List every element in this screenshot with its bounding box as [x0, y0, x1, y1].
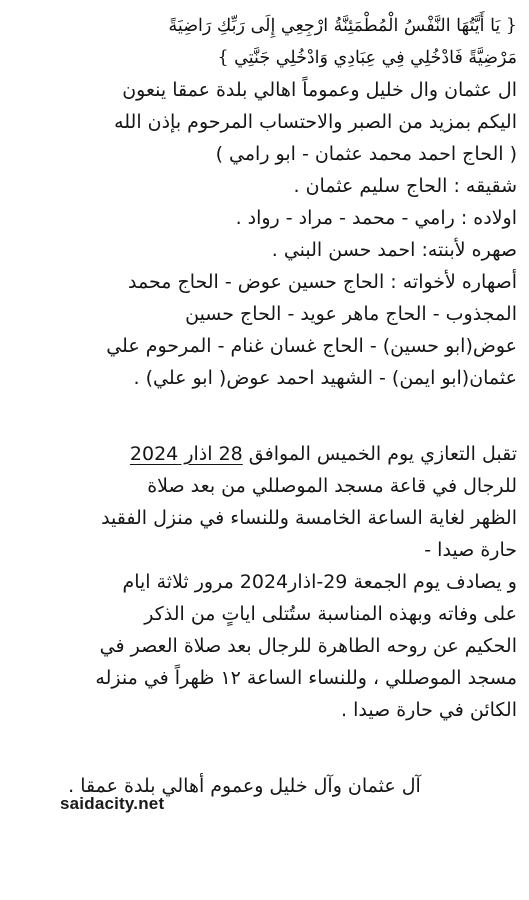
in-laws-line-1: أصهاره لأخواته : الحاج حسين عوض - الحاج محمد	[128, 271, 517, 293]
paragraph-gap	[12, 394, 517, 438]
quran-verse-line-1: { يَا أَيَّتُهَا النَّفْسُ الْمُطْمَئِنَّةُ ارْجِعِي إِلَى رَبِّكِ رَاضِيَةً	[168, 16, 517, 36]
condolences-day-text: تقبل التعازي يوم الخميس الموافق	[242, 443, 517, 465]
condolences-line-1	[12, 438, 517, 470]
in-laws-line-3: عوض(ابو حسين) - الحاج غسان غنام - المرحوم علي	[106, 335, 517, 357]
children-line: اولاده : رامي - محمد - مراد - رواد .	[235, 207, 517, 229]
in-laws-line-4: عثمان(ابو ايمن) - الشهيد احمد عوض( ابو علي) .	[133, 367, 517, 389]
condolences-line-2: للرجال في قاعة مسجد الموصللي من بعد صلاة	[147, 475, 517, 497]
paragraph-gap	[12, 726, 517, 770]
memorial-line-5: الكائن في حارة صيدا .	[340, 699, 517, 721]
in-laws-line-2: المجذوب - الحاج ماهر عويد - الحاج حسين	[185, 303, 517, 325]
condolences-line-4: حارة صيدا -	[424, 539, 517, 561]
memorial-line-1: و يصادف يوم الجمعة 29-اذار2024 مرور ثلاثة ايام	[122, 571, 517, 593]
memorial-line-4: مسجد الموصللي ، وللنساء الساعة ١٢ ظهراً في منزله	[95, 667, 517, 689]
announcement-line-1: ال عثمان وال خليل وعموماً اهالي بلدة عمقا ينعون	[122, 79, 517, 101]
memorial-line-2: على وفاته وبهذه المناسبة ستُتلى اياتٍ من الذكر	[144, 603, 517, 625]
condolences-date: 28 اذار 2024	[129, 443, 243, 465]
family-signature: آل عثمان وآل خليل وعموم أهالي بلدة عمقا .	[68, 775, 421, 797]
announcement-line-2: اليكم بمزيد من الصبر والاحتساب المرحوم بإذن الله	[114, 111, 517, 133]
son-in-law-line: صهره لأبنته: احمد حسن البني .	[271, 239, 517, 261]
site-watermark: saidacity.net	[60, 794, 165, 813]
deceased-name: ( الحاج احمد محمد عثمان - ابو رامي )	[215, 143, 517, 165]
brother-line: شقيقه : الحاج سليم عثمان .	[293, 175, 517, 197]
condolences-line-3: الظهر لغاية الساعة الخامسة وللنساء في منزل الفقيد	[101, 507, 517, 529]
quran-verse-line-2: مَرْضِيَّةً فَادْخُلِي فِي عِبَادِي وَادْخُلِي جَنَّتِي }	[217, 48, 517, 68]
memorial-line-3: الحكيم عن روحه الطاهرة للرجال بعد صلاة العصر في	[99, 635, 517, 657]
